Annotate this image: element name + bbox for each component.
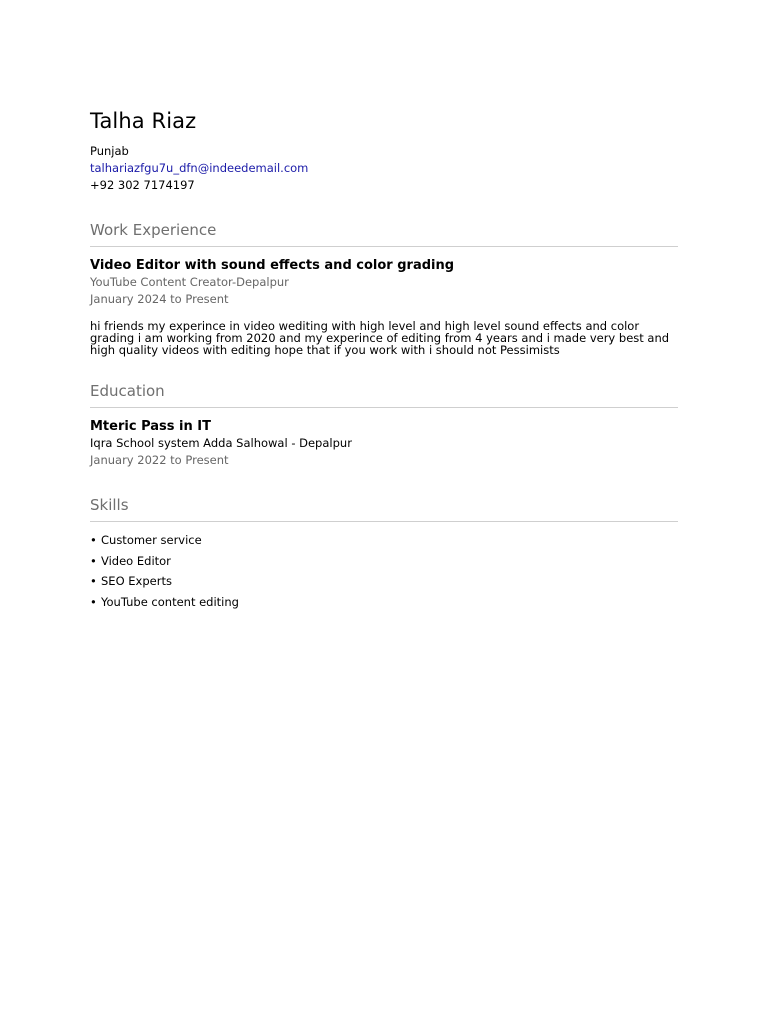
education-title: Education: [90, 381, 678, 408]
resume-header: [90, 107, 678, 194]
candidate-location: Punjab: [90, 144, 129, 158]
candidate-email-line: [90, 160, 678, 177]
work-experience-section: [90, 220, 678, 356]
list-item: [90, 551, 678, 572]
job-description: hi friends my experince in video wediting with high level and high level sound effects and color grading i am working from 2020 and my experince of editing from 4 years and i made very best and high quality videos with editing hope that if you work with i should not Pessimists: [90, 319, 670, 357]
skill-label: Customer service: [101, 533, 202, 547]
skill-label: YouTube content editing: [101, 594, 239, 609]
list-item: [90, 530, 678, 551]
education-entry: [90, 418, 678, 469]
bullet-icon: •: [90, 574, 97, 588]
bullet-icon: •: [90, 594, 97, 609]
bullet-icon: •: [90, 533, 97, 547]
education-degree: Mteric Pass in IT: [90, 419, 211, 434]
education-school: Iqra School system Adda Salhowal - Depalpur: [90, 436, 352, 450]
skills-section: [90, 495, 678, 612]
work-experience-title: Work Experience: [90, 220, 678, 247]
skill-label: SEO Experts: [101, 574, 172, 588]
bullet-icon: •: [90, 553, 97, 568]
skills-list: [90, 530, 678, 612]
candidate-name: Talha Riaz: [90, 109, 197, 133]
skill-label: Video Editor: [101, 553, 171, 568]
job-dates: January 2024 to Present: [90, 292, 229, 306]
work-entry: [90, 257, 678, 356]
list-item: [90, 592, 678, 613]
list-item: [90, 571, 678, 592]
education-dates: January 2022 to Present: [90, 453, 229, 467]
candidate-phone: +92 302 7174197: [90, 178, 195, 192]
job-company: YouTube Content Creator-Depalpur: [90, 275, 289, 289]
skills-title: Skills: [90, 495, 678, 522]
job-title: Video Editor with sound effects and color grading: [90, 258, 455, 273]
education-section: [90, 381, 678, 469]
candidate-email-link[interactable]: talhariazfgu7u_dfn@indeedemail.com: [90, 161, 309, 175]
